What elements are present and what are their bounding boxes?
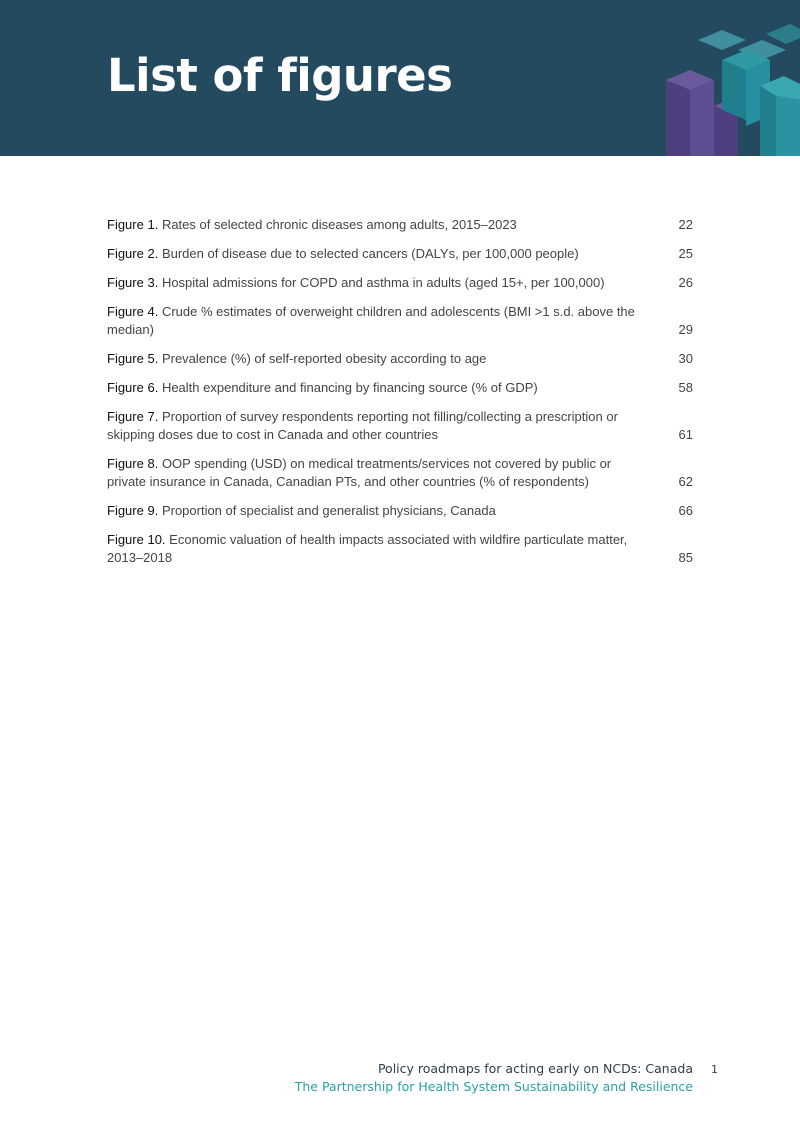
figure-caption: Proportion of survey respondents reporting not filling/collecting a prescription or skipping doses due to cost in Canada and other countries	[107, 409, 618, 442]
page-number: 1	[711, 1063, 718, 1076]
figure-label: Figure 5.	[107, 351, 159, 366]
figure-page-number: 30	[678, 351, 693, 366]
figure-label: Figure 6.	[107, 380, 159, 395]
figure-entry[interactable]	[107, 303, 693, 339]
figure-label: Figure 3.	[107, 275, 159, 290]
figure-page-number: 26	[678, 275, 693, 290]
page-header	[0, 0, 800, 156]
figure-caption: Economic valuation of health impacts associated with wildfire particulate matter, 2013–2018	[107, 532, 628, 565]
figure-caption: Burden of disease due to selected cancers (DALYs, per 100,000 people)	[161, 246, 579, 261]
figure-caption: Rates of selected chronic diseases among adults, 2015–2023	[161, 217, 517, 232]
figure-caption: Crude % estimates of overweight children and adolescents (BMI >1 s.d. above the median)	[107, 304, 635, 337]
figure-label: Figure 10.	[107, 532, 166, 547]
plus-cubes-decoration-icon	[660, 20, 800, 156]
figure-entry[interactable]	[107, 379, 693, 397]
figure-caption: OOP spending (USD) on medical treatments/services not covered by public or private insurance in Canada, Canadian PTs, and other countries (% of respondents)	[107, 456, 612, 489]
figure-page-number: 85	[678, 550, 693, 565]
figure-label: Figure 2.	[107, 246, 159, 261]
figure-entry[interactable]	[107, 216, 693, 234]
figure-list	[107, 216, 693, 578]
figure-page-number: 25	[678, 246, 693, 261]
figure-page-number: 61	[678, 427, 693, 442]
figure-entry[interactable]	[107, 245, 693, 263]
figure-page-number: 22	[678, 217, 693, 232]
figure-page-number: 58	[678, 380, 693, 395]
figure-page-number: 29	[678, 322, 693, 337]
figure-entry[interactable]	[107, 502, 693, 520]
figure-entry[interactable]	[107, 531, 693, 567]
figure-caption: Prevalence (%) of self-reported obesity according to age	[161, 351, 487, 366]
footer-report-title: Policy roadmaps for acting early on NCDs: Canada	[377, 1061, 693, 1076]
figure-entry[interactable]	[107, 350, 693, 368]
figure-caption: Hospital admissions for COPD and asthma in adults (aged 15+, per 100,000)	[161, 275, 605, 290]
figure-entry[interactable]	[107, 274, 693, 292]
figure-entry[interactable]	[107, 455, 693, 491]
figure-label: Figure 4.	[107, 304, 159, 319]
figure-page-number: 66	[678, 503, 693, 518]
figure-entry[interactable]	[107, 408, 693, 444]
page-title: List of figures	[107, 49, 453, 102]
figure-label: Figure 1.	[107, 217, 159, 232]
figure-page-number: 62	[678, 474, 693, 489]
figure-label: Figure 8.	[107, 456, 159, 471]
figure-caption: Proportion of specialist and generalist physicians, Canada	[161, 503, 496, 518]
figure-label: Figure 9.	[107, 503, 159, 518]
figure-caption: Health expenditure and financing by financing source (% of GDP)	[161, 380, 538, 395]
footer-organization: The Partnership for Health System Sustainability and Resilience	[294, 1079, 693, 1094]
figure-label: Figure 7.	[107, 409, 159, 424]
